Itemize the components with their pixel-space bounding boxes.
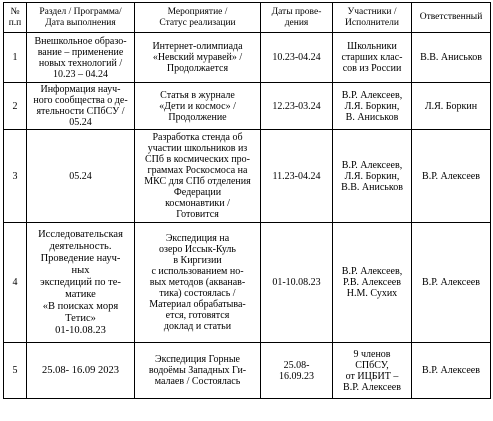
- cell-event: [135, 343, 261, 399]
- cell-dates: [261, 343, 333, 399]
- section-text-line: Внешкольное образо-: [34, 35, 127, 47]
- cell-section: [27, 343, 135, 399]
- cell-responsible: [412, 343, 491, 399]
- event-text-line: в Киргизии: [173, 255, 222, 266]
- section-text-line: «В поисках моря: [42, 300, 119, 312]
- table-header-row: [4, 3, 491, 33]
- event-text-line: малаев / Состоялась: [154, 376, 241, 387]
- event-text-line: граммах Роскосмоса на: [147, 165, 248, 176]
- header-dates-line: Даты прове-: [271, 7, 322, 17]
- section-text-line: Исследовательская: [38, 228, 123, 240]
- cell-dates: [261, 33, 333, 83]
- dates-text-line: 25.08-: [283, 359, 310, 371]
- cell-num: [4, 343, 27, 399]
- dates-text-line: 11.23-04.24: [272, 170, 321, 182]
- section-text-line: 05.24: [69, 170, 92, 182]
- event-text-line: Федерации: [173, 187, 222, 198]
- event-text-line: озеро Иссык-Куль: [159, 244, 236, 255]
- participants-text-line: В.В. Аниськов: [341, 181, 403, 193]
- event-text-line: СПб в космических про-: [145, 154, 250, 165]
- cell-num: [4, 33, 27, 83]
- section-text-line: вание – применение: [37, 46, 124, 58]
- cell-num: [4, 223, 27, 343]
- header-participants-line: Участники /: [347, 7, 397, 17]
- event-text-line: Экспедиция Горные: [155, 354, 240, 365]
- event-text-line: Интернет-олимпиада: [152, 41, 243, 52]
- event-text-line: с использованием но-: [151, 266, 244, 277]
- cell-section: [27, 130, 135, 223]
- participants-text-line: Н.М. Сухих: [346, 288, 398, 299]
- header-event-line: Статус реализации: [159, 17, 236, 28]
- table-row: [4, 223, 491, 343]
- cell-dates: [261, 83, 333, 130]
- section-text-line: новых технологий /: [38, 57, 123, 69]
- section-text-line: Информация науч-: [40, 84, 121, 95]
- cell-dates: [261, 130, 333, 223]
- section-text-line: ного сообщества о де-: [33, 95, 128, 106]
- num-text: 5: [12, 365, 18, 376]
- header-num-line: п.п: [8, 17, 22, 28]
- section-text-line: 05.24: [69, 117, 92, 128]
- cell-participants: [333, 223, 412, 343]
- cell-event: [135, 223, 261, 343]
- section-text-line: 25.08- 16.09 2023: [42, 364, 119, 376]
- responsible-text: Л.Я. Боркин: [424, 100, 478, 112]
- num-text: 4: [12, 277, 18, 288]
- section-text-line: Проведение науч-: [40, 252, 121, 264]
- event-text-line: Разработка стенда об: [152, 132, 243, 143]
- section-text-line: ятельности СПбСУ /: [36, 106, 125, 117]
- plan-table: [3, 2, 491, 399]
- dates-text-line: 12.23-03.24: [272, 100, 321, 112]
- event-text-line: тика) состоялась /: [159, 288, 236, 299]
- header-num-line: №: [10, 7, 20, 17]
- participants-text-line: от ИЦБИТ –: [345, 370, 399, 382]
- section-text-line: деятельность.: [49, 240, 112, 252]
- dates-text-line: 10.23-04.24: [272, 52, 321, 63]
- event-text-line: Материал обрабатыва-: [149, 299, 246, 310]
- header-section: [27, 3, 135, 33]
- participants-text-line: Л.Я. Боркин,: [344, 170, 400, 182]
- header-responsible: [412, 3, 491, 33]
- cell-section: [27, 223, 135, 343]
- participants-text-line: Л.Я. Боркин,: [344, 100, 400, 112]
- participants-text-line: В. Аниськов: [345, 111, 399, 123]
- cell-responsible: [412, 83, 491, 130]
- cell-participants: [333, 343, 412, 399]
- event-text-line: «Невский муравей» /: [152, 52, 243, 63]
- section-text-line: экспедиций по те-: [40, 276, 121, 288]
- header-event-line: Мероприятие /: [167, 7, 228, 17]
- event-text-line: участии школьников из: [147, 143, 248, 154]
- event-text-line: «Дети и космос» /: [159, 100, 236, 112]
- header-num: [4, 3, 27, 33]
- table-row: [4, 33, 491, 83]
- header-event: [135, 3, 261, 33]
- event-text-line: Продолжение: [168, 111, 227, 123]
- num-text: 1: [12, 52, 18, 63]
- participants-text-line: В.Р. Алексеев,: [341, 89, 403, 101]
- responsible-text: В.Р. Алексеев: [422, 365, 480, 376]
- cell-event: [135, 33, 261, 83]
- section-text-line: Тетис»: [65, 312, 96, 324]
- participants-text-line: сов из России: [342, 63, 402, 74]
- cell-section: [27, 33, 135, 83]
- cell-num: [4, 83, 27, 130]
- table-row: [4, 83, 491, 130]
- cell-participants: [333, 83, 412, 130]
- participants-text-line: старших клас-: [341, 52, 403, 63]
- document-page: [3, 2, 491, 399]
- section-text-line: 10.23 – 04.24: [53, 68, 108, 80]
- section-text-line: 01-10.08.23: [55, 324, 106, 336]
- participants-text-line: В.Р. Алексеев,: [341, 159, 403, 171]
- header-participants-line: Исполнители: [345, 17, 399, 28]
- participants-text-line: 9 членов: [353, 348, 391, 360]
- event-text-line: вых методов (акванав-: [149, 277, 246, 288]
- num-text: 2: [12, 100, 18, 112]
- participants-text-line: Р.В. Алексеев: [343, 277, 401, 288]
- cell-participants: [333, 130, 412, 223]
- event-text-line: Экспедиция на: [165, 233, 230, 244]
- event-text-line: Продолжается: [166, 63, 229, 74]
- cell-participants: [333, 33, 412, 83]
- header-dates-line: дения: [284, 17, 309, 28]
- event-text-line: Статья в журнале: [160, 89, 235, 101]
- header-participants: [333, 3, 412, 33]
- cell-responsible: [412, 223, 491, 343]
- responsible-text: В.В. Аниськов: [420, 52, 482, 63]
- event-text-line: МКС для СПб отделения: [144, 176, 251, 187]
- cell-section: [27, 83, 135, 130]
- cell-num: [4, 130, 27, 223]
- section-text-line: матике: [65, 288, 96, 300]
- cell-event: [135, 83, 261, 130]
- participants-text-line: В.Р. Алексеев,: [341, 266, 403, 277]
- cell-responsible: [412, 33, 491, 83]
- participants-text-line: СПбСУ,: [355, 359, 389, 371]
- responsible-text: В.Р. Алексеев: [422, 277, 480, 288]
- cell-responsible: [412, 130, 491, 223]
- header-responsible-label: Ответственный: [419, 12, 483, 23]
- cell-dates: [261, 223, 333, 343]
- cell-event: [135, 130, 261, 223]
- header-section-line: Раздел / Программа/: [39, 7, 122, 17]
- event-text-line: водоёмы Западных Ги-: [148, 365, 247, 376]
- dates-text-line: 01-10.08.23: [272, 277, 321, 288]
- event-text-line: ется, готовятся: [165, 310, 230, 321]
- event-text-line: Готовится: [176, 209, 219, 220]
- participants-text-line: В.Р. Алексеев: [343, 381, 401, 393]
- table-row: [4, 130, 491, 223]
- num-text: 3: [12, 170, 18, 182]
- event-text-line: доклад и статьи: [163, 321, 232, 332]
- table-row: [4, 343, 491, 399]
- header-section-line: Дата выполнения: [45, 17, 116, 28]
- section-text-line: ных: [71, 264, 90, 276]
- responsible-text: В.Р. Алексеев: [422, 170, 480, 182]
- event-text-line: космонавтики /: [165, 198, 230, 209]
- header-dates: [261, 3, 333, 33]
- dates-text-line: 16.09.23: [279, 370, 314, 382]
- participants-text-line: Школьники: [347, 41, 397, 52]
